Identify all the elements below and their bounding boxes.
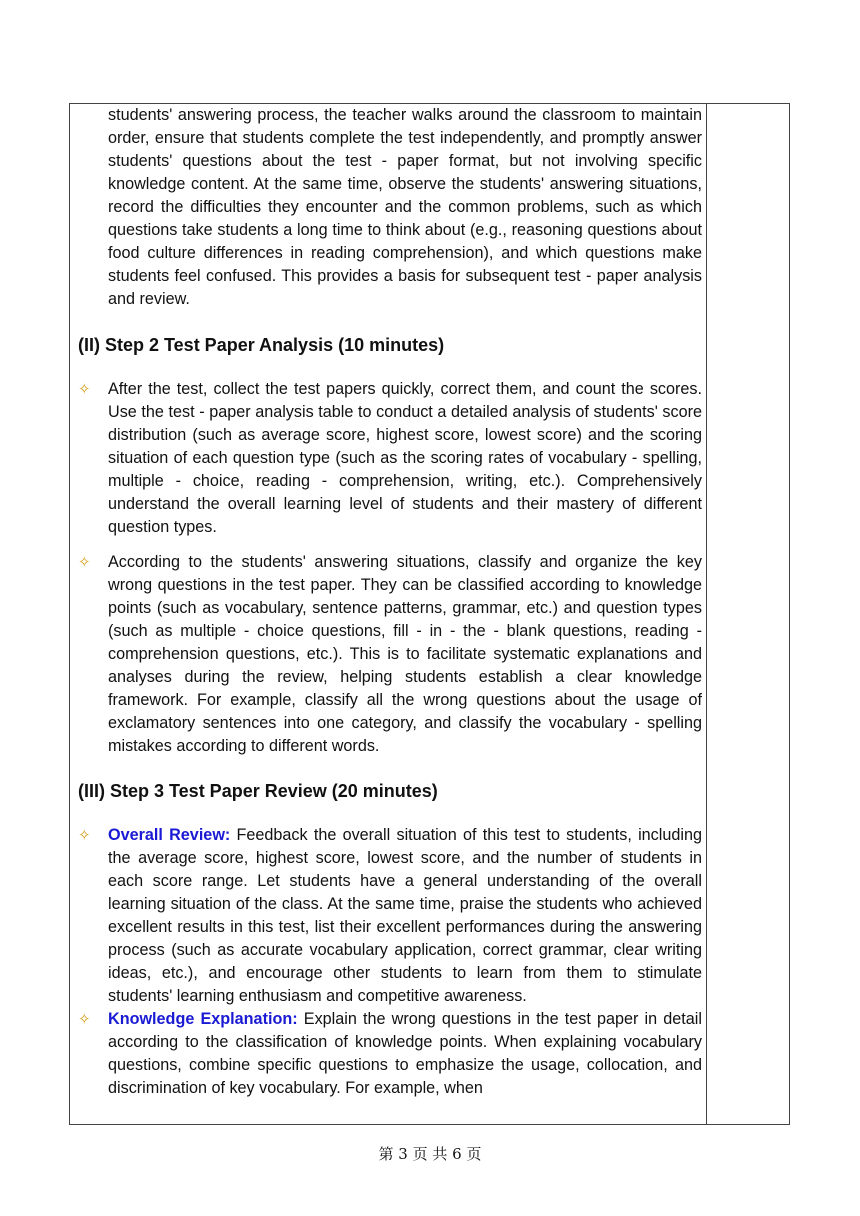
list-item-text: After the test, collect the test papers quickly, correct them, and count the scores. Use the test - paper analysis table to conduct a detailed analysis of students' score distribution (such as average score, highest score, lowest score) and the scoring situation of each question type (such as the scoring rates of vocabulary - spelling, multiple - choice, reading - comprehension, writing, etc.). Comprehensively understand the overall learning level of students and their mastery of different question types. [108, 380, 702, 536]
list-item [70, 1008, 702, 1100]
page-footer: 第 3 页 共 6 页 [378, 1145, 482, 1163]
star-bullet-icon: ✧ [78, 827, 91, 844]
item-label: Overall Review: [108, 826, 231, 844]
star-bullet-icon: ✧ [78, 381, 91, 398]
item-label: Knowledge Explanation: [108, 1010, 298, 1028]
list-item-text: According to the students' answering situations, classify and organize the key wrong questions in the test paper. They can be classified according to knowledge points (such as vocabulary, sentence patterns, grammar, etc.) and question types (such as multiple - choice questions, fill - in - the - blank questions, reading - comprehension questions, etc.). This is to facilitate systematic explanations and analyses during the review, helping students establish a clear knowledge framework. For example, classify all the wrong questions about the usage of exclamatory sentences into one category, and classify the vocabulary - spelling mistakes according to different words. [108, 553, 702, 755]
continued-paragraph: students' answering process, the teacher walks around the classroom to maintain order, ensure that students complete the test independently, and promptly answer students' questions about the test - paper format, but not involving specific knowledge content. At the same time, observe the students' answering situations, record the difficulties they encounter and the common problems, such as which questions take students a long time to think about (e.g., reasoning questions about food culture differences in reading comprehension), and which questions make students feel confused. This provides a basis for subsequent test - paper analysis and review. [108, 106, 702, 308]
list-item [70, 378, 702, 539]
star-bullet-icon: ✧ [78, 1011, 91, 1028]
section-heading-step3: (III) Step 3 Test Paper Review (20 minutes) [78, 781, 438, 801]
star-bullet-icon: ✧ [78, 554, 91, 571]
list-item-text [108, 824, 702, 1008]
list-item [70, 824, 702, 1008]
list-item [70, 551, 702, 758]
item-body: Explain the wrong questions in the test paper in detail according to the classification of knowledge points. When explaining vocabulary questions, combine specific questions to emphasize the usage, collocation, and discrimination of key vocabulary. For example, when [108, 1010, 702, 1097]
list-item-text [108, 1008, 702, 1100]
content-table [69, 103, 790, 1125]
main-cell [70, 104, 702, 1124]
column-divider [706, 104, 707, 1124]
section-heading-step2: (II) Step 2 Test Paper Analysis (10 minutes) [78, 335, 445, 355]
item-body: Feedback the overall situation of this test to students, including the average score, highest score, lowest score, and the number of students in each score range. Let students have a general understanding of the overall learning situation of the class. At the same time, praise the students who achieved excellent results in this test, list their excellent performances during the answering process (such as accurate vocabulary application, correct grammar, clear writing ideas, etc.), and encourage other students to learn from them to stimulate students' learning enthusiasm and competitive awareness. [108, 826, 702, 1005]
